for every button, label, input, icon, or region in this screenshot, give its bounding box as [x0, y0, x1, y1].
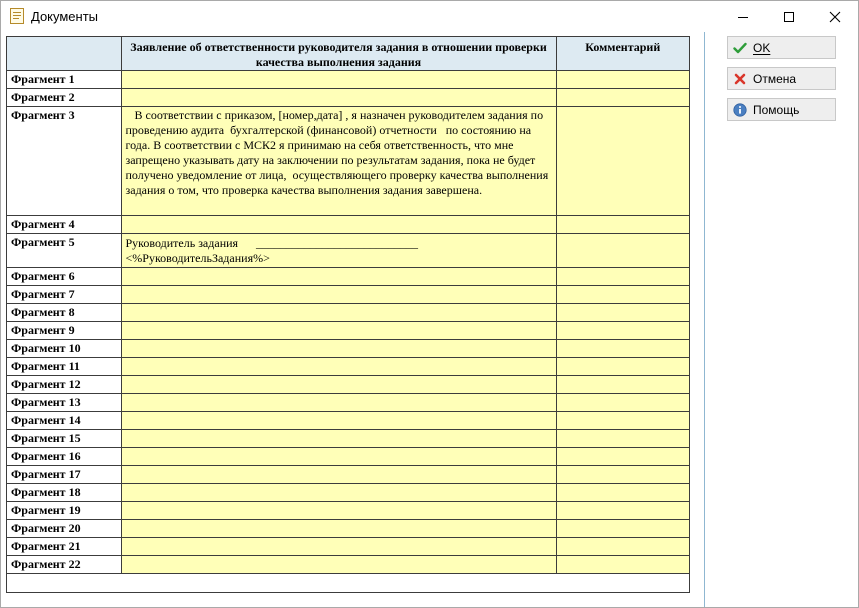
fragment-label: Фрагмент 22 [7, 556, 121, 574]
window-title: Документы [31, 9, 99, 24]
fragment-label: Фрагмент 10 [7, 340, 121, 358]
fragment-comment-cell[interactable] [556, 556, 689, 574]
fragment-text-cell[interactable] [121, 358, 556, 376]
fragment-comment-cell[interactable] [556, 484, 689, 502]
table-row [7, 286, 689, 304]
fragment-label: Фрагмент 13 [7, 394, 121, 412]
fragments-table [7, 37, 689, 574]
fragment-label: Фрагмент 6 [7, 268, 121, 286]
fragment-text-cell[interactable] [121, 484, 556, 502]
fragment-text-cell[interactable] [121, 89, 556, 107]
table-row [7, 538, 689, 556]
fragment-label: Фрагмент 21 [7, 538, 121, 556]
fragment-text-cell[interactable] [121, 538, 556, 556]
fragment-label: Фрагмент 12 [7, 376, 121, 394]
fragment-label: Фрагмент 1 [7, 71, 121, 89]
table-row [7, 322, 689, 340]
fragment-text-cell[interactable] [121, 556, 556, 574]
fragment-comment-cell[interactable] [556, 234, 689, 268]
table-row [7, 340, 689, 358]
table-row [7, 556, 689, 574]
fragment-text-cell[interactable] [121, 71, 556, 89]
maximize-icon [783, 11, 795, 23]
fragment-comment-cell[interactable] [556, 286, 689, 304]
fragment-text-cell[interactable] [121, 448, 556, 466]
fragment-comment-cell[interactable] [556, 466, 689, 484]
minimize-icon [737, 11, 749, 23]
table-row [7, 502, 689, 520]
cancel-button[interactable] [727, 67, 836, 90]
fragment-label: Фрагмент 15 [7, 430, 121, 448]
fragment-text-cell[interactable] [121, 268, 556, 286]
table-row [7, 107, 689, 216]
help-button[interactable] [727, 98, 836, 121]
table-row [7, 448, 689, 466]
fragment-label: Фрагмент 7 [7, 286, 121, 304]
table-header-row [7, 37, 689, 71]
table-row [7, 358, 689, 376]
fragment-comment-cell[interactable] [556, 430, 689, 448]
close-icon [829, 11, 841, 23]
fragment-comment-cell[interactable] [556, 107, 689, 216]
fragment-label: Фрагмент 4 [7, 216, 121, 234]
ok-button[interactable] [727, 36, 836, 59]
dialog-content [1, 32, 858, 607]
fragment-comment-cell[interactable] [556, 304, 689, 322]
fragment-text-cell[interactable] [121, 216, 556, 234]
minimize-button[interactable] [720, 1, 766, 32]
fragment-text-cell[interactable] [121, 322, 556, 340]
table-row [7, 520, 689, 538]
fragment-comment-cell[interactable] [556, 538, 689, 556]
fragment-label: Фрагмент 18 [7, 484, 121, 502]
fragment-comment-cell[interactable] [556, 448, 689, 466]
fragment-text-cell[interactable] [121, 394, 556, 412]
table-row [7, 412, 689, 430]
info-icon [732, 102, 748, 118]
table-row [7, 268, 689, 286]
fragment-comment-cell[interactable] [556, 502, 689, 520]
fragment-comment-cell[interactable] [556, 340, 689, 358]
fragment-text-cell[interactable] [121, 304, 556, 322]
fragment-text-cell[interactable]: В соответствии с приказом, [номер,дата] , я назначен руководителем задания по проведению аудита бухгалтерской (финансовой) отчетности по состоянию на года. В соответствии с МСК2 я принимаю на себя ответственность, что мне запрещено указывать дату на заключении по результатам задания, пока не будет получено уведомление от лица, осуществляющего проверку качества выполнения задания о том, что проверка качества выполнения задания завершена. [121, 107, 556, 216]
ok-button-label: OK [753, 40, 771, 55]
fragment-label: Фрагмент 3 [7, 107, 121, 216]
fragments-grid[interactable] [6, 36, 690, 593]
header-statement: Заявление об ответственности руководителя задания в отношении проверки качества выполнения задания [121, 37, 556, 71]
fragment-label: Фрагмент 11 [7, 358, 121, 376]
fragment-text-cell[interactable] [121, 376, 556, 394]
fragment-label: Фрагмент 2 [7, 89, 121, 107]
table-row [7, 376, 689, 394]
fragment-text-cell[interactable] [121, 466, 556, 484]
fragment-label: Фрагмент 14 [7, 412, 121, 430]
help-button-label: Помощь [753, 102, 800, 117]
table-row [7, 234, 689, 268]
fragment-text-cell[interactable] [121, 412, 556, 430]
table-row [7, 430, 689, 448]
check-icon [732, 40, 748, 56]
fragment-label: Фрагмент 17 [7, 466, 121, 484]
fragment-label: Фрагмент 9 [7, 322, 121, 340]
fragment-text-cell[interactable]: Руководитель задания ___________________________ <%РуководительЗадания%> [121, 234, 556, 268]
fragment-label: Фрагмент 8 [7, 304, 121, 322]
fragment-label: Фрагмент 19 [7, 502, 121, 520]
maximize-button[interactable] [766, 1, 812, 32]
fragment-comment-cell[interactable] [556, 376, 689, 394]
cancel-button-label: Отмена [753, 71, 797, 86]
fragment-text-cell[interactable] [121, 286, 556, 304]
title-bar [1, 1, 858, 32]
document-app-icon [10, 8, 24, 24]
fragment-comment-cell[interactable] [556, 216, 689, 234]
table-row [7, 394, 689, 412]
fragment-comment-cell[interactable] [556, 412, 689, 430]
fragment-comment-cell[interactable] [556, 268, 689, 286]
fragment-comment-cell[interactable] [556, 71, 689, 89]
table-row [7, 216, 689, 234]
fragment-comment-cell[interactable] [556, 520, 689, 538]
table-row [7, 89, 689, 107]
header-comment: Комментарий [556, 37, 689, 71]
fragment-comment-cell[interactable] [556, 358, 689, 376]
fragment-label: Фрагмент 5 [7, 234, 121, 268]
fragment-text-cell[interactable] [121, 430, 556, 448]
table-row [7, 466, 689, 484]
fragment-label: Фрагмент 20 [7, 520, 121, 538]
fragment-text-cell[interactable] [121, 340, 556, 358]
table-row [7, 304, 689, 322]
fragment-comment-cell[interactable] [556, 89, 689, 107]
header-corner-cell [7, 37, 121, 71]
fragment-comment-cell[interactable] [556, 322, 689, 340]
fragment-label: Фрагмент 16 [7, 448, 121, 466]
vertical-divider [704, 32, 705, 607]
table-row [7, 71, 689, 89]
fragment-text-cell[interactable] [121, 502, 556, 520]
table-row [7, 484, 689, 502]
close-window-button[interactable] [812, 1, 858, 32]
x-icon [732, 71, 748, 87]
fragment-text-cell[interactable] [121, 520, 556, 538]
fragment-comment-cell[interactable] [556, 394, 689, 412]
